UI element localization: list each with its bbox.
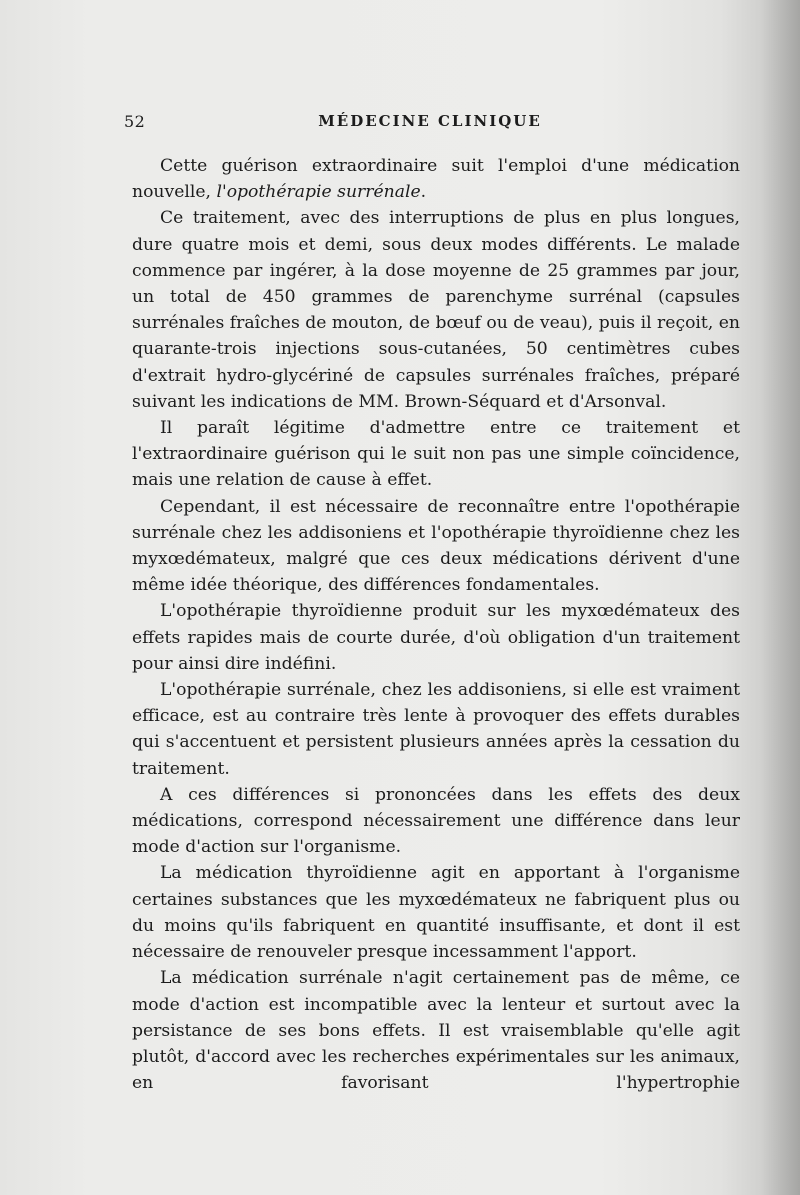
paragraph-1-tail: . xyxy=(420,182,427,203)
page-number: 52 xyxy=(124,112,146,131)
paragraph-1 xyxy=(132,153,740,205)
paragraph-3: Il paraît légitime d'admettre entre ce traitement et l'extraordinaire guérison qui le suit non pas une simple coïncidence, mais une relation de cause à effet. xyxy=(132,418,740,491)
page-header xyxy=(124,112,736,136)
paragraph-9: La médication surrénale n'agit certainement pas de même, ce mode d'action est incompatible avec la lenteur et surtout avec la persistance de ses bons effets. Il est vraisemblable qu'elle agit plutôt, d'accord avec les recherches expérimentales sur les animaux, en favorisant l'hypertrophie xyxy=(132,968,740,1094)
paragraph-8: La médication thyroïdienne agit en apportant à l'organisme certaines substances que les myxœdémateux ne fabriquent plus ou du moins qu'ils fabriquent en quantité insuffisante, et dont il est nécessaire de renouveler presque incessamment l'apport. xyxy=(132,863,740,963)
paragraph-2: Ce traitement, avec des interruptions de plus en plus longues, dure quatre mois et demi, sous deux modes différents. Le malade commence par ingérer, à la dose moyenne de 25 grammes par jour, un total de 450 grammes de parenchyme surrénal (capsules surrénales fraîches de mouton, de bœuf ou de veau), puis il reçoit, en quarante-trois injections sous-cutanées, 50 centimètres cubes d'extrait hydro-glycériné de capsules surrénales fraîches, préparé suivant les indications de MM. Brown-Séquard et d'Arsonval. xyxy=(132,208,740,412)
paragraph-5: L'opothérapie thyroïdienne produit sur les myxœdémateux des effets rapides mais de courte durée, d'où obligation d'un traitement pour ainsi dire indéfini. xyxy=(132,601,740,674)
paragraph-1-text: Cette guérison extraordinaire suit l'emploi d'une médication nouvelle, xyxy=(132,156,740,203)
paragraph-6: L'opothérapie surrénale, chez les addisoniens, si elle est vraiment efficace, est au contraire très lente à provoquer des effets durables qui s'accentuent et persistent plusieurs années après la cessation du traitement. xyxy=(132,680,740,779)
paragraph-1-italic: l'opothérapie surrénale xyxy=(216,182,421,203)
paragraph-7: A ces différences si prononcées dans les effets des deux médications, correspond nécessairement une différence dans leur mode d'action sur l'organisme. xyxy=(132,784,740,858)
running-head: MÉDECINE CLINIQUE xyxy=(318,112,542,130)
paragraph-4: Cependant, il est nécessaire de reconnaître entre l'opothérapie surrénale chez les addisoniens et l'opothérapie thyroïdienne chez les myxœdémateux, malgré que ces deux médications dérivent d'une même idée théorique, des différences fondamentales. xyxy=(132,496,740,596)
page-edge-shadow xyxy=(760,0,800,1195)
body-text xyxy=(132,153,740,1096)
